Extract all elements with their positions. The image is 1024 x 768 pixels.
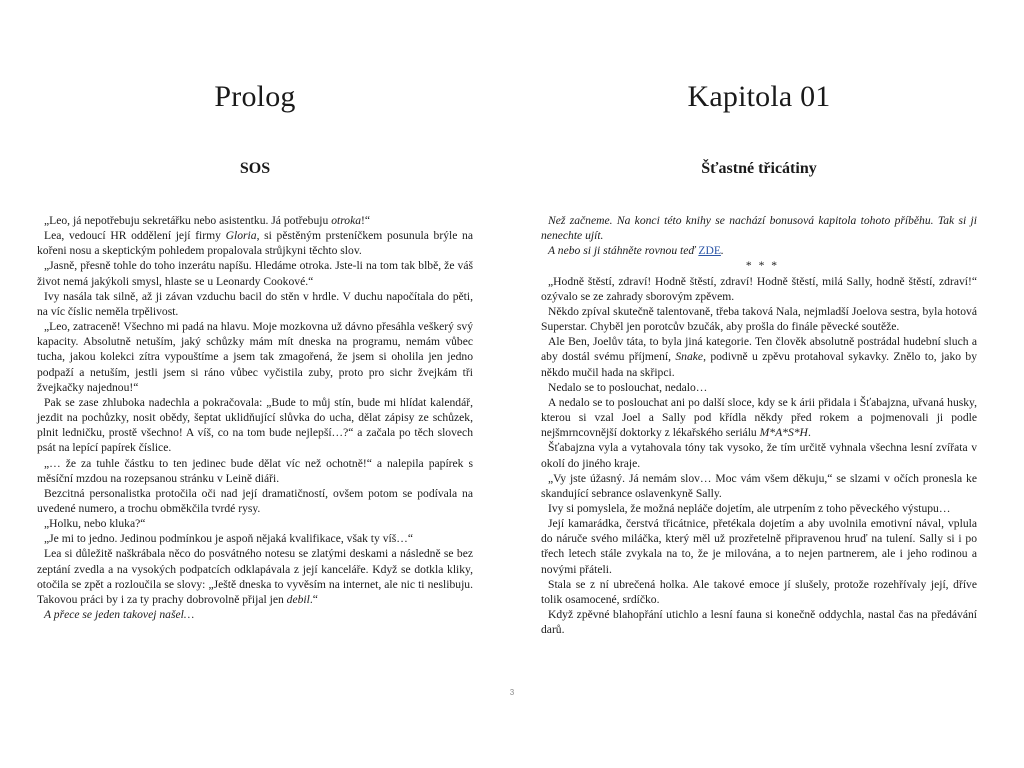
paragraph-text: , podivně u zpěvu protahoval sykavky. Znělo to, jako by někdo mučil hada na skřipci. (541, 350, 977, 379)
page-number: 3 (509, 688, 515, 697)
chapter-subtitle: Šťastné třicátiny (701, 160, 817, 177)
paragraph (37, 395, 473, 456)
paragraph-text: „Vy jste úžasný. Já nemám slov… Moc vám všem děkuju,“ se slzami v očích pronesla ke skandující sebrance oslavenkyně Sally. (541, 471, 977, 500)
paragraph (541, 274, 977, 304)
paragraph (541, 577, 977, 607)
paragraph-text: Ivy si pomyslela, že možná nepláče dojetím, ale utrpením z toho pěveckého výstupu… (548, 501, 951, 515)
paragraph (37, 486, 473, 516)
paragraph-text: „Jasně, přesně tohle do toho inzerátu napíšu. Hledáme otroka. Jste-li na tom tak blbě, že váš život nemá jakýkoli smysl, hlaste se u Leonardy Cookové.“ (37, 259, 473, 288)
paragraph-text: Někdo zpíval skutečně talentovaně, třeba taková Nala, nejmladší Joelova sestra, byla hotová Superstar. Chyběl jen porotcův bzučák, aby prošla do finále pěvecké soutěže. (541, 304, 977, 334)
paragraph-text: Ale Ben, Joelův táta, to byla jiná kategorie. Ten člověk absolutně postrádal hudební sluch a aby dostál svému příjmení, (541, 335, 977, 364)
paragraph (541, 304, 977, 334)
intro-download-end: . (720, 244, 724, 258)
download-link[interactable]: ZDE (698, 244, 721, 258)
paragraph-emphasis: M*A*S*H (759, 426, 808, 440)
paragraph (37, 213, 473, 228)
paragraph-text: „Holku, nebo kluka?“ (44, 517, 146, 531)
paragraph (541, 516, 977, 577)
paragraph-text: „Leo, zatraceně! Všechno mi padá na hlavu. Moje mozkovna už dávno přesáhla veškerý svý kapacity. Absolutně netuším, jaký schůzky mám mít dneska na programu, nemám vůbec tucha, jakou kolekci zítra vypouštíme a jsem tak zmagořená, že jsem si oholila jen jedno podpaží a netuším, jestli jsem si ráno vůbec vyčistila zuby, proto pro sichr žvejkám tři žvejkačky najednou!“ (37, 320, 473, 394)
paragraph-text: Když zpěvné blahopřání utichlo a lesní fauna si konečně oddychla, nastal čas na předávání darů. (541, 608, 977, 637)
paragraph (37, 546, 473, 607)
paragraph (37, 319, 473, 395)
paragraph-text: Stala se z ní ubrečená holka. Ale takové emoce jí slušely, protože rozehřívaly její, dříve tolik osamocené, srdíčko. (541, 577, 977, 606)
paragraph-emphasis: otroka (331, 214, 362, 227)
paragraph-text: „Je mi to jedno. Jedinou podmínkou je aspoň nějaká kvalifikace, však ty víš…“ (44, 532, 413, 546)
paragraph-emphasis: A přece se jeden takovej našel… (44, 608, 195, 622)
paragraph-text: „Hodně štěstí, zdraví! Hodně štěstí, zdraví! Hodně štěstí, milá Sally, hodně štěstí, zdraví!“ ozývalo se ze zahrady sborovým zpěvem. (541, 274, 977, 303)
paragraph (37, 516, 473, 531)
paragraph-text: Lea si důležitě naškrábala něco do posvátného notesu se zlatými deskami a následně se bez zeptání zvedla a na vysokých podpatcích odklapávala z její kanceláře. Když se dotkla kliky, otočila se zpět a rozloučila se slovy: „Ještě dneska to vyvěsím na internet, ale nic ti neslibuju. Takovou práci by i za ty prachy dobrovolně přijal jen (37, 547, 473, 606)
paragraph-text: Šťabajzna vyla a vytahovala tóny tak vysoko, že tím určitě vyhnala všechna lesní zvířata v okolí do jiného kraje. (541, 441, 977, 470)
prologue-subtitle: SOS (239, 160, 271, 177)
paragraph-text: , si pěstěným prsteníčkem posunula brýle na kořeni nosu a skeptickým pohledem propalovala strůjkyni těchto slov. (37, 229, 473, 258)
intro-download-text: A nebo si ji stáhněte rovnou teď (548, 244, 699, 258)
prologue-body (37, 213, 473, 622)
paragraph-text: Pak se zase zhluboka nadechla a pokračovala: „Bude to můj stín, bude mi hlídat kalendář, jezdit na pochůzky, nosit obědy, šeptat uklidňující slůvka do ucha, dělat zápisy ze schůzek, plnit ledničku, prostě všechno! A víš, co na tom bude nejlepší…?“ a začala po těch slovech psát na lepící papírek číslice. (37, 395, 473, 455)
paragraph (37, 531, 473, 546)
paragraph-text: Její kamarádka, čerstvá třicátnice, přetékala dojetím a aby uvolnila emotivní nával, vplula do náruče svého miláčka, který měl už prozřetelně připravenou hruď na tulení. Sally si i po třech letech stále zvykala na to, že je milována, a to nejen partnerem, ale i jeho rodinou a novými přáteli. (541, 517, 977, 576)
paragraph-emphasis: Snake (675, 350, 704, 364)
paragraph-text: Nedalo se to poslouchat, nedalo… (548, 380, 708, 394)
paragraph (37, 607, 473, 622)
left-page (37, 0, 473, 768)
chapter-title: Kapitola 01 (687, 80, 831, 113)
paragraph-text: . (807, 426, 811, 440)
paragraph-emphasis: debil (286, 592, 310, 606)
paragraph (37, 456, 473, 486)
intro-note-text: Než začneme. Na konci této knihy se nachází bonusová kapitola tohoto příběhu. Tak si ji nenechte ujít. (541, 214, 977, 243)
chapter-paragraphs (541, 274, 977, 638)
paragraph-text: „… že za tuhle částku to ten jedinec bude dělat víc než ochotně!“ a nalepila papírek s měsíční mzdou na rozepsanou stránku v Leině diáři. (37, 456, 473, 485)
intro-download-line (541, 243, 977, 258)
paragraph-text: Bezcitná personalistka protočila oči nad její dramatičností, ovšem potom se podívala na uvedené numero, a trochu obměkčila tvrdé rysy. (37, 486, 473, 515)
right-page (541, 0, 977, 768)
paragraph (541, 395, 977, 440)
paragraph-text: !“ (361, 214, 371, 227)
prologue-title: Prolog (214, 80, 296, 113)
paragraph (541, 334, 977, 379)
paragraph (541, 607, 977, 637)
intro-note (541, 213, 977, 243)
paragraph-text: „Leo, já nepotřebuju sekretářku nebo asistentku. Já potřebuju (44, 214, 332, 227)
chapter-body (541, 213, 977, 637)
paragraph (37, 228, 473, 258)
paragraph (541, 440, 977, 470)
paragraph (37, 258, 473, 288)
paragraph (541, 380, 977, 395)
paragraph-emphasis: Gloria (225, 229, 257, 243)
paragraph-text: A nedalo se to poslouchat ani po další sloce, kdy se k árii přidala i Šťabajzna, uřvaná husky, kterou si vzal Joel a Sally pod křídla někdy před rokem a pojmenovali ji podle nejšmrncovnější doktorky z lékařského seriálu (541, 395, 977, 440)
paragraph-text: .“ (309, 592, 318, 606)
paragraph-text: Lea, vedoucí HR oddělení její firmy (44, 229, 226, 243)
paragraph (541, 501, 977, 516)
paragraph (541, 471, 977, 501)
paragraph (37, 289, 473, 319)
scene-separator: * * * (745, 259, 780, 273)
paragraph-text: Ivy nasála tak silně, až ji závan vzduchu bacil do stěn v hrdle. V duchu napočítala do pěti, na víc číslic neměla trpělivost. (37, 289, 473, 318)
